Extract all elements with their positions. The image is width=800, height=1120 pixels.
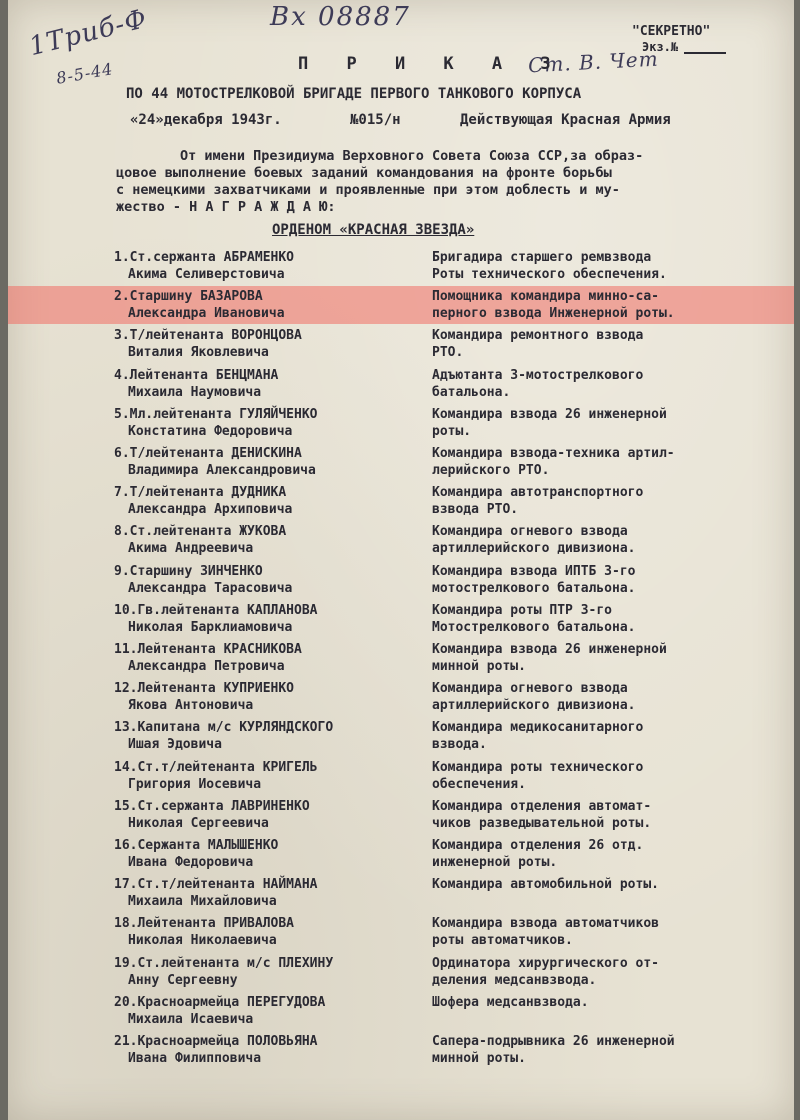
- document-page: [8, 0, 794, 1120]
- recipient-given-names: Александра Ивановича: [128, 306, 285, 322]
- award-entry: [8, 720, 794, 760]
- award-entry: [8, 760, 794, 800]
- intro-line: с немецкими захватчиками и проявленные при этом доблесть и му-: [116, 182, 620, 198]
- award-entry: [8, 564, 794, 604]
- recipient-rank-surname: 19.Ст.лейтенанта м/с ПЛЕХИНУ: [114, 955, 334, 971]
- award-entry: [8, 368, 794, 408]
- recipient-given-names: Александра Архиповича: [128, 502, 293, 518]
- recipient-position-cont: чиков разведывательной роты.: [432, 815, 652, 831]
- recipient-position: Командира автомобильной роты.: [432, 877, 659, 893]
- recipient-position: Командира отделения автомат-: [432, 798, 652, 814]
- recipient-position: Командира взвода ИПТБ 3-го: [432, 563, 636, 579]
- intro-line: жество - Н А Г Р А Ж Д А Ю:: [116, 199, 336, 215]
- recipient-given-names: Николая Сергеевича: [128, 815, 269, 831]
- recipient-given-names: Якова Антоновича: [128, 698, 254, 714]
- award-entry: [8, 1034, 794, 1074]
- recipient-position-cont: Роты технического обеспечения.: [432, 267, 667, 282]
- recipient-position-cont: инженерной роты.: [432, 855, 558, 870]
- recipient-position-cont: батальона.: [432, 384, 511, 400]
- award-entry: [8, 289, 794, 329]
- award-entry: [8, 642, 794, 682]
- recipient-given-names: Михаила Михайловича: [128, 894, 277, 910]
- recipient-position: Сапера-подрывника 26 инженерной: [432, 1034, 675, 1049]
- recipient-given-names: Николая Николаевича: [128, 933, 277, 949]
- award-entry: [8, 407, 794, 447]
- recipient-given-names: Михаила Наумовича: [128, 384, 262, 400]
- recipient-rank-surname: 11.Лейтенанта КРАСНИКОВА: [114, 642, 302, 657]
- recipient-position: Командира взвода-техника артил-: [432, 446, 675, 461]
- recipient-position: Командира автотранспортного: [432, 485, 644, 501]
- recipient-position: Командира роты ПТР 3-го: [432, 602, 613, 618]
- recipient-rank-surname: 1.Ст.сержанта АБРАМЕНКО: [114, 250, 295, 265]
- award-entry: [8, 995, 794, 1035]
- recipient-position: Командира взвода 26 инженерной: [432, 642, 667, 657]
- recipient-position: Командира взвода автоматчиков: [432, 916, 659, 932]
- recipient-position: Командира роты технического: [432, 759, 644, 775]
- recipient-position-cont: взвода.: [432, 737, 487, 753]
- award-entry: [8, 603, 794, 643]
- recipient-position-cont: деления медсанвзвода.: [432, 972, 597, 988]
- recipient-position-cont: роты.: [432, 423, 472, 439]
- recipient-rank-surname: 6.Т/лейтенанта ДЕНИСКИНА: [114, 446, 302, 461]
- recipient-given-names: Акима Селиверстовича: [128, 267, 285, 282]
- recipient-given-names: Ивана Федоровича: [128, 855, 254, 870]
- recipient-given-names: Анну Сергеевну: [128, 972, 238, 988]
- recipient-rank-surname: 10.Гв.лейтенанта КАПЛАНОВА: [114, 602, 318, 618]
- award-entry: [8, 877, 794, 917]
- recipient-position-cont: минной роты.: [432, 1051, 526, 1066]
- recipient-position: Командира огневого взвода: [432, 681, 628, 697]
- award-entry: [8, 250, 794, 290]
- recipient-rank-surname: 15.Ст.сержанта ЛАВРИНЕНКО: [114, 798, 310, 814]
- recipient-given-names: Александра Петровича: [128, 659, 285, 674]
- recipient-rank-surname: 18.Лейтенанта ПРИВАЛОВА: [114, 916, 295, 932]
- award-entry: [8, 485, 794, 525]
- recipient-position: Командира взвода 26 инженерной: [432, 406, 667, 422]
- page-title: П Р И К А З: [298, 54, 565, 74]
- handwritten-date: 8-5-44: [54, 59, 115, 88]
- recipient-rank-surname: 16.Сержанта МАЛЫШЕНКО: [114, 838, 279, 853]
- intro-line: От имени Президиума Верховного Совета Союза ССР,за образ-: [180, 148, 644, 164]
- recipient-rank-surname: 9.Старшину ЗИНЧЕНКО: [114, 563, 263, 579]
- intro-paragraph: [116, 148, 766, 216]
- intro-line: цовое выполнение боевых заданий командования на фронте борьбы: [116, 165, 612, 181]
- recipient-position: Помощника командира минно-са-: [432, 289, 659, 305]
- recipient-position-cont: роты автоматчиков.: [432, 933, 573, 949]
- recipient-rank-surname: 2.Старшину БАЗАРОВА: [114, 289, 263, 305]
- award-entry: [8, 799, 794, 839]
- secrecy-label: "СЕКРЕТНО": [632, 24, 711, 39]
- order-date: «24»декабря 1943г.: [130, 112, 282, 128]
- recipient-position-cont: обеспечения.: [432, 776, 526, 792]
- award-entry: [8, 328, 794, 368]
- award-entry: [8, 838, 794, 878]
- handwritten-note: 1Триб-Ф: [26, 3, 151, 63]
- recipient-position-cont: взвода РТО.: [432, 502, 519, 518]
- recipient-rank-surname: 3.Т/лейтенанта ВОРОНЦОВА: [114, 328, 302, 344]
- recipient-position: Адъютанта 3-мотострелкового: [432, 367, 644, 383]
- award-heading: ОРДЕНОМ «КРАСНАЯ ЗВЕЗДА»: [272, 222, 475, 238]
- award-entry: [8, 956, 794, 996]
- recipient-given-names: Виталия Яковлевича: [128, 345, 269, 361]
- recipient-given-names: Владимира Александровича: [128, 463, 316, 478]
- award-entry: [8, 446, 794, 486]
- award-entry: [8, 681, 794, 721]
- handwritten-signature-note: Ст. В. Чет: [527, 46, 660, 78]
- recipient-position-cont: перного взвода Инженерной роты.: [432, 306, 675, 322]
- recipient-rank-surname: 5.Мл.лейтенанта ГУЛЯЙЧЕНКО: [114, 406, 318, 422]
- recipient-position-cont: артиллерийского дивизиона.: [432, 541, 636, 557]
- award-entry: [8, 524, 794, 564]
- recipient-given-names: Акима Андреевича: [128, 541, 254, 557]
- recipient-rank-surname: 7.Т/лейтенанта ДУДНИКА: [114, 485, 287, 501]
- recipient-position-cont: Мотострелкового батальона.: [432, 619, 636, 635]
- award-entry: [8, 916, 794, 956]
- recipient-rank-surname: 20.Красноармейца ПЕРЕГУДОВА: [114, 994, 326, 1010]
- army-label: Действующая Красная Армия: [460, 112, 671, 128]
- recipient-rank-surname: 21.Красноармейца ПОЛОВЬЯНА: [114, 1034, 318, 1049]
- recipient-rank-surname: 17.Ст.т/лейтенанта НАЙМАНА: [114, 877, 318, 893]
- recipient-given-names: Констатина Федоровича: [128, 423, 293, 439]
- recipient-rank-surname: 12.Лейтенанта КУПРИЕНКО: [114, 681, 295, 697]
- recipient-given-names: Александра Тарасовича: [128, 580, 293, 596]
- recipient-position-cont: лерийского РТО.: [432, 463, 550, 478]
- recipient-given-names: Ишая Эдовича: [128, 737, 222, 753]
- recipient-position: Командира медикосанитарного: [432, 720, 644, 736]
- recipient-rank-surname: 8.Ст.лейтенанта ЖУКОВА: [114, 524, 287, 540]
- recipient-rank-surname: 14.Ст.т/лейтенанта КРИГЕЛЬ: [114, 759, 318, 775]
- recipient-position: Бригадира старшего ремвзвода: [432, 250, 652, 265]
- copy-number-label: Экз.№: [642, 40, 679, 54]
- recipient-position-cont: минной роты.: [432, 659, 526, 674]
- recipient-rank-surname: 13.Капитана м/с КУРЛЯНДСКОГО: [114, 720, 334, 736]
- recipient-given-names: Николая Барклиамовича: [128, 619, 293, 635]
- recipient-position: Командира отделения 26 отд.: [432, 838, 644, 853]
- order-subtitle: ПО 44 МОТОСТРЕЛКОВОЙ БРИГАДЕ ПЕРВОГО ТАНКОВОГО КОРПУСА: [126, 86, 582, 102]
- handwritten-registration-code: Вх 08887: [270, 2, 411, 32]
- order-number: №015/н: [350, 112, 401, 128]
- recipient-position-cont: РТО.: [432, 345, 464, 361]
- recipient-given-names: Ивана Филипповича: [128, 1051, 262, 1066]
- recipient-position-cont: артиллерийского дивизиона.: [432, 698, 636, 714]
- recipient-position-cont: мотострелкового батальона.: [432, 580, 636, 596]
- recipient-position: Командира ремонтного взвода: [432, 328, 644, 344]
- recipient-given-names: Михаила Исаевича: [128, 1011, 254, 1027]
- recipient-position: Командира огневого взвода: [432, 524, 628, 540]
- recipient-given-names: Григория Иосевича: [128, 776, 262, 792]
- copy-number-line: [684, 52, 726, 54]
- recipient-position: Шофера медсанвзвода.: [432, 994, 589, 1010]
- recipient-position: Ординатора хирургического от-: [432, 955, 659, 971]
- recipient-rank-surname: 4.Лейтенанта БЕНЦМАНА: [114, 367, 279, 383]
